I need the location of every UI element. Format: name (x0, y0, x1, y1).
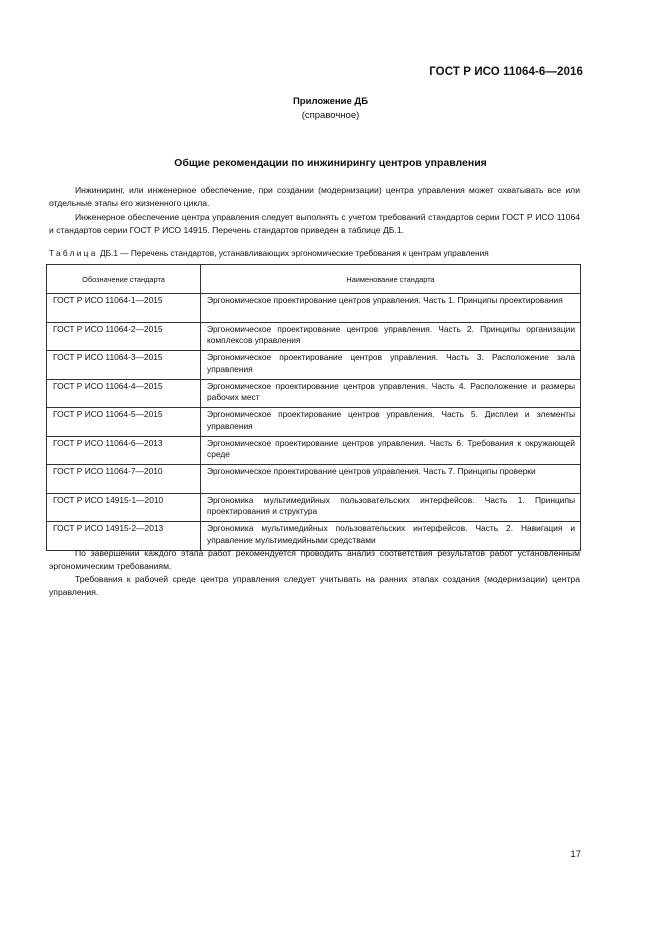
standard-name: Эргономическое проектирование центров управления. Часть 1. Принципы проектирования (201, 294, 581, 323)
standard-designation: ГОСТ Р ИСО 11064-6—2013 (47, 436, 201, 465)
table-row (47, 294, 581, 323)
appendix-subtitle: (справочное) (301, 110, 360, 121)
standard-designation: ГОСТ Р ИСО 11064-3—2015 (47, 351, 201, 380)
intro-paragraph-1 (49, 184, 580, 210)
closing-paragraph-1 (49, 547, 580, 573)
standard-name: Эргономическое проектирование центров управления. Часть 7. Принципы проверки (201, 465, 581, 494)
standards-table (46, 264, 581, 551)
column-header-name: Наименование стандарта (201, 265, 581, 294)
table-row (47, 436, 581, 465)
appendix-heading (0, 95, 661, 123)
table-row (47, 493, 581, 522)
standard-designation: ГОСТ Р ИСО 11064-5—2015 (47, 408, 201, 437)
table-caption (49, 248, 589, 258)
standard-name: Эргономическое проектирование центров управления. Часть 5. Дисплеи и элементы управления (201, 408, 581, 437)
standard-designation: ГОСТ Р ИСО 14915-2—2013 (47, 522, 201, 551)
standard-name: Эргономическое проектирование центров управления. Часть 2. Принципы организации комплексов управления (201, 322, 581, 351)
standard-designation: ГОСТ Р ИСО 14915-1—2010 (47, 493, 201, 522)
standard-designation: ГОСТ Р ИСО 11064-2—2015 (47, 322, 201, 351)
standard-name: Эргономика мультимедийных пользовательских интерфейсов. Часть 2. Навигация и управление мультимедийными средствами (201, 522, 581, 551)
intro-paragraph-2 (49, 211, 580, 237)
standard-name: Эргономическое проектирование центров управления. Часть 6. Требования к окружающей среде (201, 436, 581, 465)
paragraph-text: По завершении каждого этапа работ рекомендуется проводить анализ соответствия результатов работ установленным эргономическим требованиям. (49, 548, 580, 571)
standard-designation: ГОСТ Р ИСО 11064-4—2015 (47, 379, 201, 408)
table-row (47, 522, 581, 551)
closing-paragraph-2 (49, 573, 580, 599)
appendix-title: Приложение ДБ (292, 96, 369, 107)
table-row (47, 408, 581, 437)
table-row (47, 379, 581, 408)
paragraph-text: Инженерное обеспечение центра управления следует выполнять с учетом требований стандартов серии ГОСТ Р ИСО 11064 и стандартов серии ГОСТ Р ИСО 14915. Перечень стандартов приведен в таблице ДБ.1. (49, 212, 580, 235)
table-body (47, 294, 581, 551)
table-row (47, 351, 581, 380)
standard-name: Эргономика мультимедийных пользовательских интерфейсов. Часть 1. Принципы проектирования и структура (201, 493, 581, 522)
table-row (47, 322, 581, 351)
paragraph-text: Требования к рабочей среде центра управления следует учитывать на ранних этапах создания (модернизации) центра управления. (49, 574, 580, 597)
table-header-row (47, 265, 581, 294)
standard-name: Эргономическое проектирование центров управления. Часть 4. Расположение и размеры рабочих мест (201, 379, 581, 408)
table-row (47, 465, 581, 494)
paragraph-text: Инжиниринг, или инженерное обеспечение, при создании (модернизации) центра управления может охватывать все или отдельные этапы его жизненного цикла. (49, 185, 580, 208)
section-title: Общие рекомендации по инжинирингу центров управления (174, 157, 487, 169)
document-id: ГОСТ Р ИСО 11064-6—2016 (429, 66, 583, 78)
standard-designation: ГОСТ Р ИСО 11064-7—2010 (47, 465, 201, 494)
table-caption-text: ДБ.1 — Перечень стандартов, устанавливающих эргономические требования к центрам управления (99, 248, 489, 258)
table-caption-label: Таблица (49, 248, 98, 258)
page-number: 17 (570, 849, 581, 860)
standard-name: Эргономическое проектирование центров управления. Часть 3. Расположение зала управления (201, 351, 581, 380)
standard-designation: ГОСТ Р ИСО 11064-1—2015 (47, 294, 201, 323)
column-header-designation: Обозначение стандарта (47, 265, 201, 294)
